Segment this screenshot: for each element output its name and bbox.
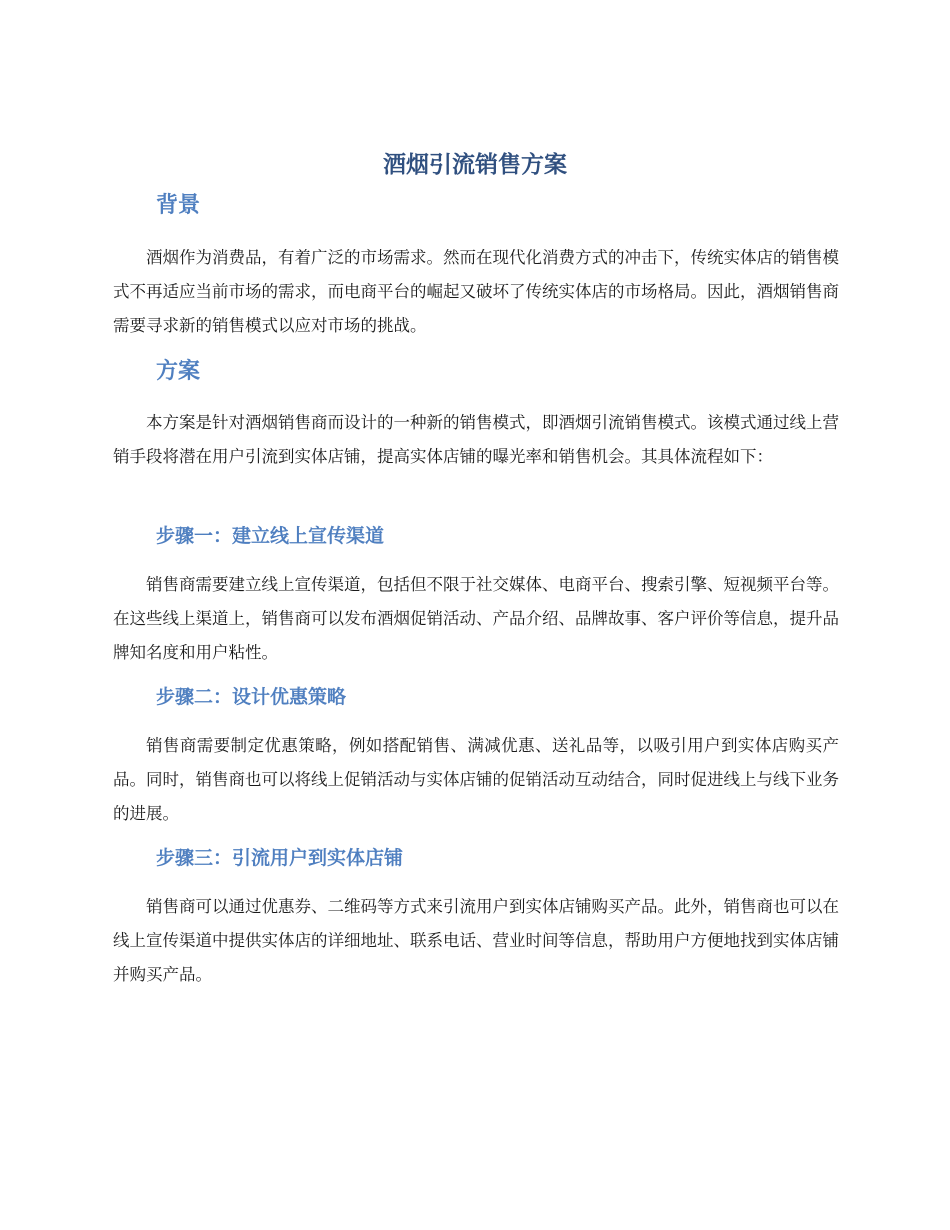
step-heading-1: 步骤一：建立线上宣传渠道 (156, 525, 385, 547)
step-heading-2: 步骤二：设计优惠策略 (156, 686, 347, 708)
step-paragraph-2: 销售商需要制定优惠策略，例如搭配销售、满减优惠、送礼品等，以吸引用户到实体店购买产品。同时，销售商也可以将线上促销活动与实体店铺的促销活动互动结合，同时促进线上与线下业务的进展。 (113, 736, 839, 823)
section-heading-plan: 方案 (156, 359, 201, 384)
document-title: 酒烟引流销售方案 (383, 152, 567, 178)
section-paragraph-plan: 本方案是针对酒烟销售商而设计的一种新的销售模式，即酒烟引流销售模式。该模式通过线上营销手段将潜在用户引流到实体店铺，提高实体店铺的曝光率和销售机会。其具体流程如下： (113, 413, 839, 466)
step-paragraph-1: 销售商需要建立线上宣传渠道，包括但不限于社交媒体、电商平台、搜索引擎、短视频平台等。在这些线上渠道上，销售商可以发布酒烟促销活动、产品介绍、品牌故事、客户评价等信息，提升品牌知名度和用户粘性。 (113, 575, 839, 662)
step-heading-3: 步骤三：引流用户到实体店铺 (156, 847, 404, 869)
section-paragraph-background: 酒烟作为消费品，有着广泛的市场需求。然而在现代化消费方式的冲击下，传统实体店的销售模式不再适应当前市场的需求，而电商平台的崛起又破坏了传统实体店的市场格局。因此，酒烟销售商需要寻求新的销售模式以应对市场的挑战。 (113, 248, 839, 335)
step-paragraph-3: 销售商可以通过优惠券、二维码等方式来引流用户到实体店铺购买产品。此外，销售商也可以在线上宣传渠道中提供实体店的详细地址、联系电话、营业时间等信息，帮助用户方便地找到实体店铺并购买产品。 (113, 897, 839, 984)
section-heading-background: 背景 (156, 193, 201, 218)
